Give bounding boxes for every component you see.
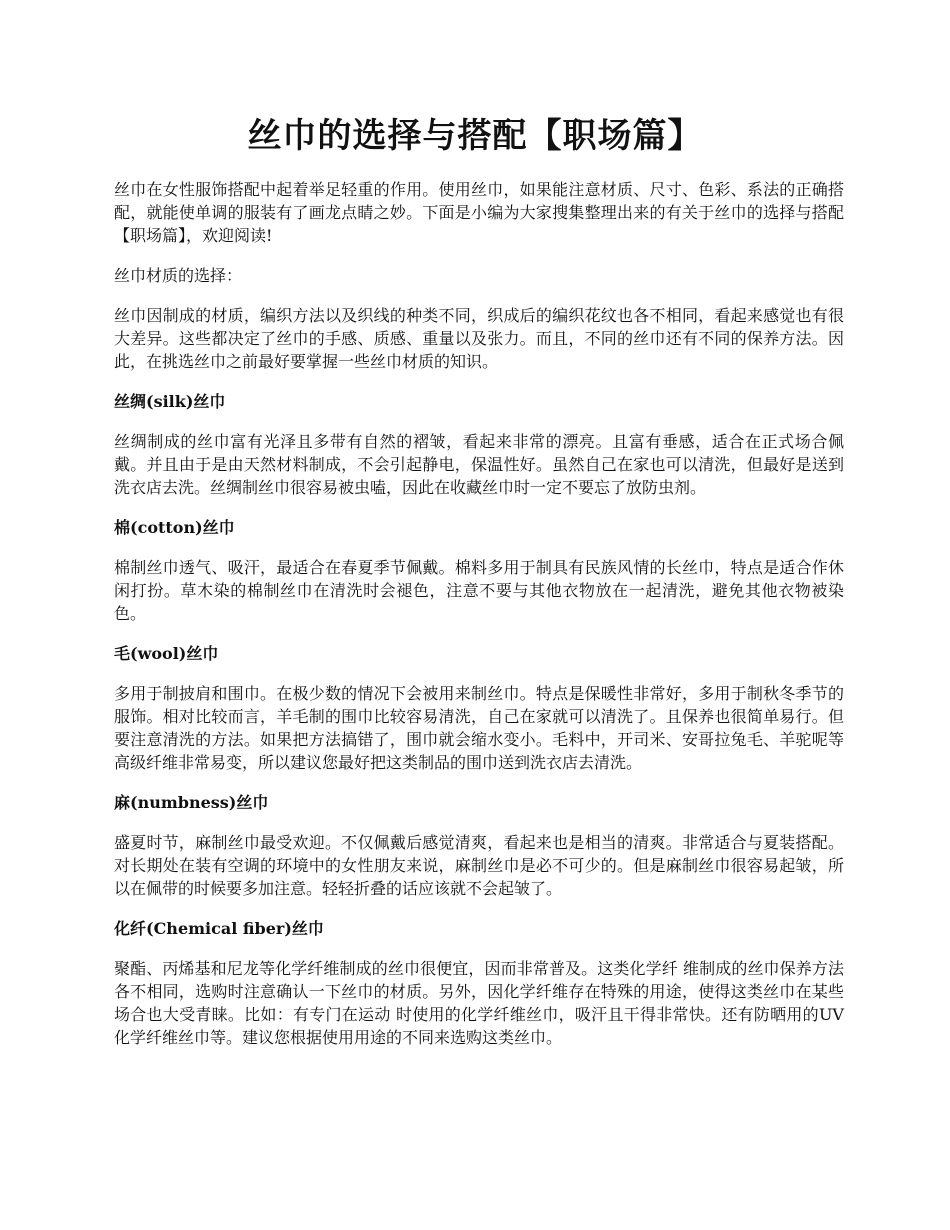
section-paragraph: 聚酯、丙烯基和尼龙等化学纤维制成的丝巾很便宜，因而非常普及。这类化学纤 维制成的丝巾保养方法各不相同，选购时注意确认一下丝巾的材质。另外，因化学纤维存在特殊的用途，使得这类丝巾在某些场合也大受青睐。比如：有专门在运动 时使用的化学纤维丝巾，吸汗且干得非常快。还有防晒用的UV化学纤维丝巾等。建议您根据使用用途的不同来选购这类丝巾。 [114,959,844,1047]
material-intro-paragraph: 丝巾因制成的材质，编织方法以及织线的种类不同，织成后的编织花纹也各不相同，看起来感觉也有很大差异。这些都决定了丝巾的手感、质感、重量以及张力。而且，不同的丝巾还有不同的保养方法。因此，在挑选丝巾之前最好要掌握一些丝巾材质的知识。 [114,306,844,371]
section-wool [114,642,844,774]
section-paragraph: 棉制丝巾透气、吸汗，最适合在春夏季节佩戴。棉料多用于制具有民族风情的长丝巾，特点是适合作休闲打扮。草木染的棉制丝巾在清洗时会褪色，注意不要与其他衣物放在一起清洗，避免其他衣物被染色。 [114,558,844,623]
section-chemical-fiber [114,917,844,1049]
intro-paragraph: 丝巾在女性服饰搭配中起着举足轻重的作用。使用丝巾，如果能注意材质、尺寸、色彩、系法的正确搭配，就能使单调的服装有了画龙点睛之妙。下面是小编为大家搜集整理出来的有关于丝巾的选择与搭配【职场篇】，欢迎阅读! [114,180,844,245]
section-silk [114,390,844,499]
section-heading: 麻(numbness)丝巾 [114,793,269,812]
section-linen [114,791,844,900]
section-cotton [114,516,844,625]
section-heading: 化纤(Chemical fiber)丝巾 [114,919,324,938]
section-heading: 棉(cotton)丝巾 [114,518,235,537]
section-heading: 丝绸(silk)丝巾 [114,392,226,411]
section-paragraph: 多用于制披肩和围巾。在极少数的情况下会被用来制丝巾。特点是保暖性非常好，多用于制秋冬季节的服饰。相对比较而言，羊毛制的围巾比较容易清洗，自己在家就可以清洗了。且保养也很简单易行。但要注意清洗的方法。如果把方法搞错了，围巾就会缩水变小。毛料中，开司米、安哥拉兔毛、羊驼呢等高级纤维非常易变，所以建议您最好把这类制品的围巾送到洗衣店去清洗。 [114,684,844,772]
section-heading: 毛(wool)丝巾 [114,644,219,663]
section-paragraph: 丝绸制成的丝巾富有光泽且多带有自然的褶皱，看起来非常的漂亮。且富有垂感，适合在正式场合佩戴。并且由于是由天然材料制成，不会引起静电，保温性好。虽然自己在家也可以清洗，但最好是送到洗衣店去洗。丝绸制丝巾很容易被虫嗑，因此在收藏丝巾时一定不要忘了放防虫剂。 [114,432,844,497]
material-heading: 丝巾材质的选择： [114,266,243,285]
section-paragraph: 盛夏时节，麻制丝巾最受欢迎。不仅佩戴后感觉清爽，看起来也是相当的清爽。非常适合与夏装搭配。对长期处在装有空调的环境中的女性朋友来说，麻制丝巾是必不可少的。但是麻制丝巾很容易起皱，所以在佩带的时候要多加注意。轻轻折叠的话应该就不会起皱了。 [114,833,844,898]
document-body [114,178,844,1066]
document-title: 丝巾的选择与搭配【职场篇】 [247,116,703,156]
